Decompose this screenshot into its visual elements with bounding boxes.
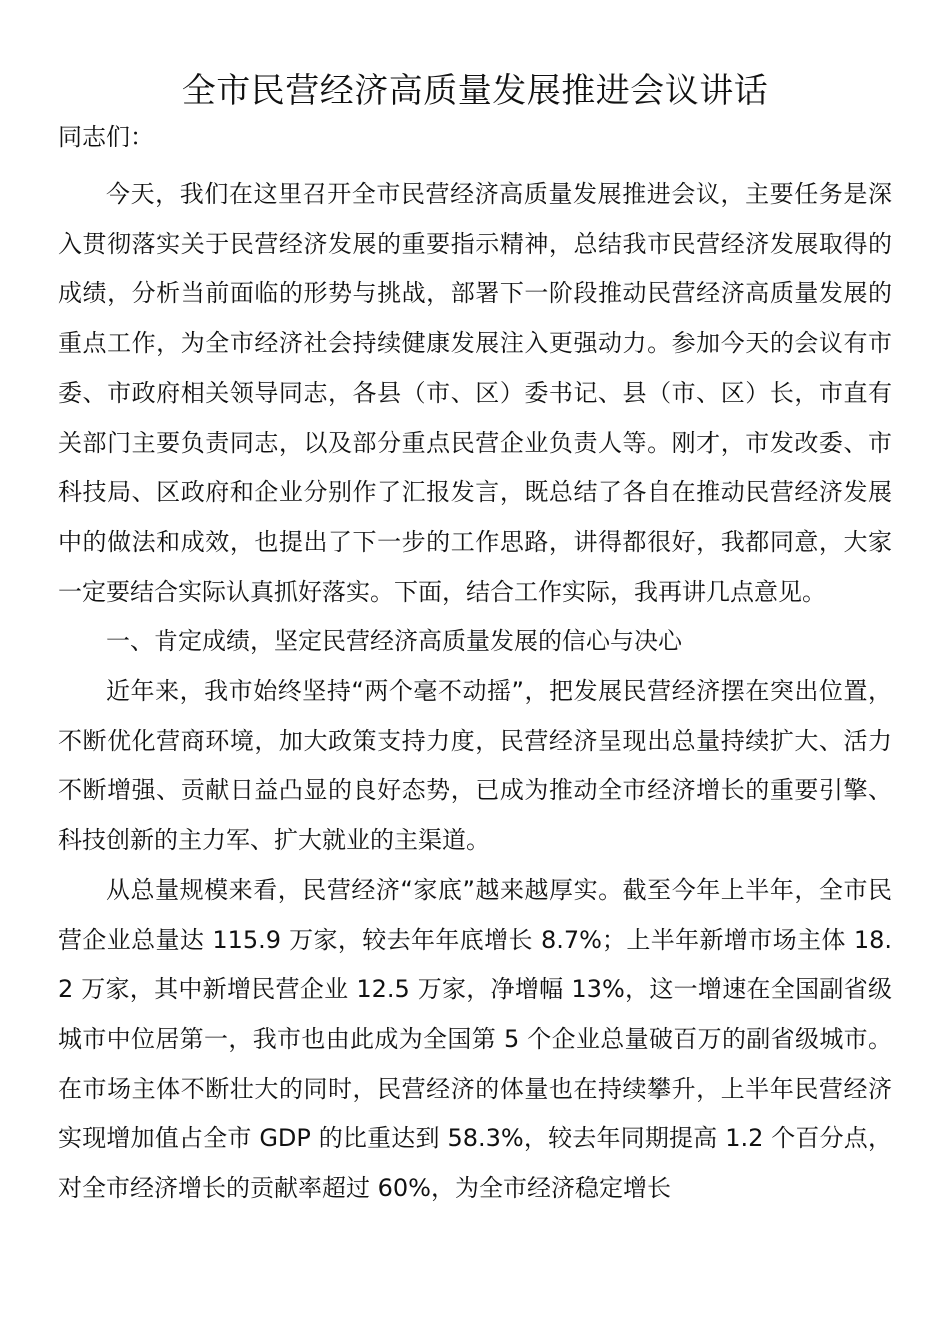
document-page bbox=[58, 62, 892, 1214]
greeting: 同志们： bbox=[58, 123, 154, 151]
paragraph-section1-scale: 从总量规模来看，民营经济“家底”越来越厚实。截至今年上半年，全市民营企业总量达 115.9 万家，较去年年底增长 8.7%；上半年新增市场主体 18.2 万家，其中新增民营企业 12.5 万家，净增幅 13%，这一增速在全国副省级城市中位居第一，我市也由此成为全国第 5 个企业总量破百万的副省级城市。在市场主体不断壮大的同时，民营经济的体量也在持续攀升，上半年民营经济实现增加值占全市 GDP 的比重达到 58.3%，较去年同期提高 1.2 个百分点，对全市经济增长的贡献率超过 60%，为全市经济稳定增长 bbox=[58, 875, 892, 1203]
section-heading-1: 一、肯定成绩，坚定民营经济高质量发展的信心与决心 bbox=[106, 627, 682, 656]
paragraph-opening: 今天，我们在这里召开全市民营经济高质量发展推进会议，主要任务是深入贯彻落实关于民营经济发展的重要指示精神，总结我市民营经济发展取得的成绩，分析当前面临的形势与挑战，部署下一阶段推动民营经济高质量发展的重点工作，为全市经济社会持续健康发展注入更强动力。参加今天的会议有市委、市政府相关领导同志，各县（市、区）委书记、县（市、区）长，市直有关部门主要负责同志，以及部分重点民营企业负责人等。刚才，市发改委、市科技局、区政府和企业分别作了汇报发言，既总结了各自在推动民营经济发展中的做法和成效，也提出了下一步的工作思路，讲得都很好，我都同意，大家一定要结合实际认真抓好落实。下面，结合工作实际，我再讲几点意见。 bbox=[58, 180, 892, 606]
paragraph-section1-intro: 近年来，我市始终坚持“两个毫不动摇”，把发展民营经济摆在突出位置，不断优化营商环境，加大政策支持力度，民营经济呈现出总量持续扩大、活力不断增强、贡献日益凸显的良好态势，已成为推动全市经济增长的重要引擎、科技创新的主力军、扩大就业的主渠道。 bbox=[58, 677, 892, 855]
document-title: 全市民营经济高质量发展推进会议讲话 bbox=[181, 71, 769, 111]
